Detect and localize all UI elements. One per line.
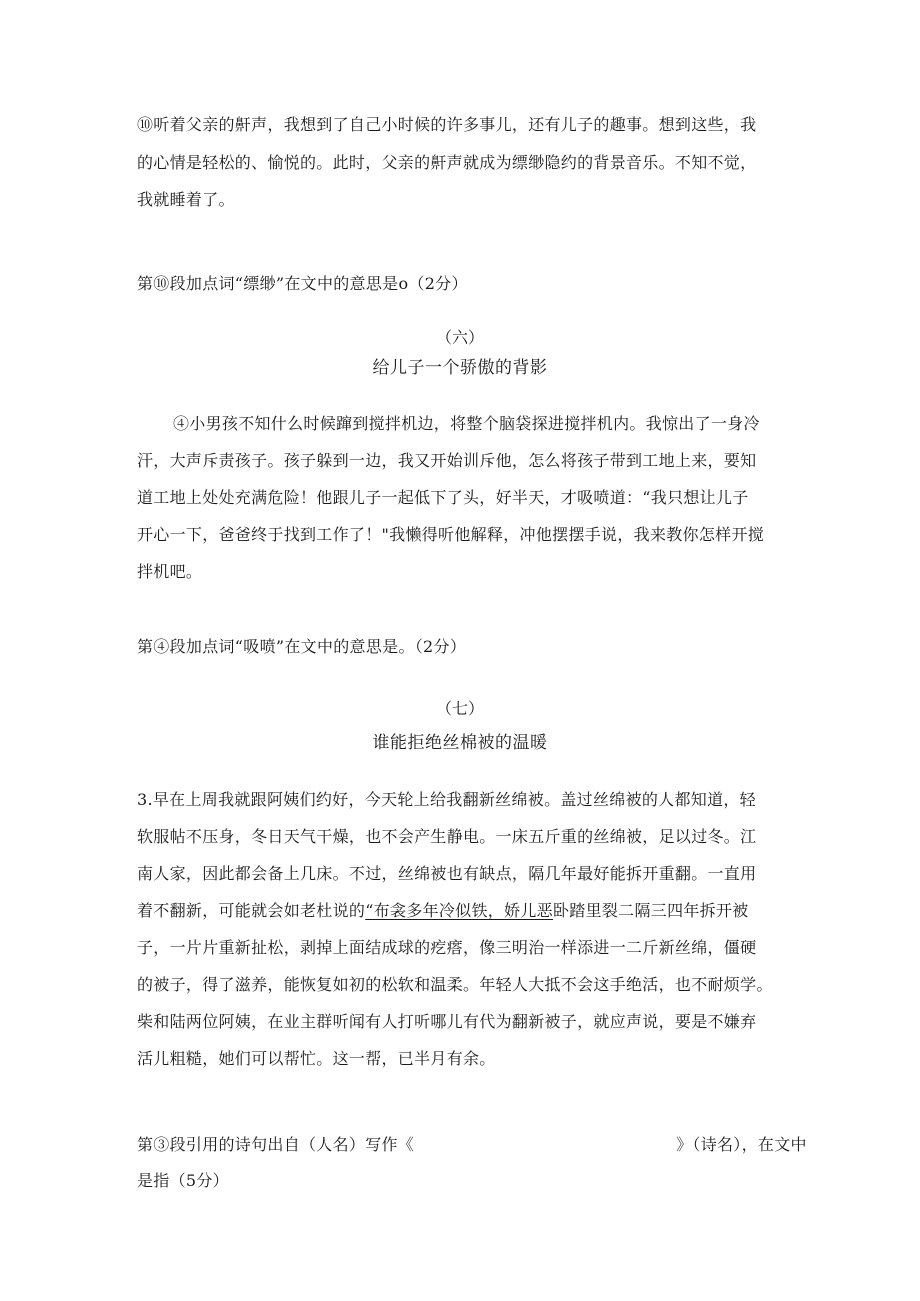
section7-title: 谁能拒绝丝棉被的温暖 bbox=[372, 733, 548, 753]
para4-line-4: 开心一下，爸爸终于找到工作了！"我懒得听他解释，冲他摆摆手说，我来教你怎样开搅 bbox=[137, 525, 765, 544]
question-para3-part1: 第③段引用的诗句出自（人名）写作《 bbox=[137, 1135, 415, 1154]
para3-line-2: 软服帖不压身，冬日天气干燥，也不会产生静电。一床五斤重的丝绵被，足以过冬。江 bbox=[137, 827, 757, 846]
question-para4: 第④段加点词“吸喷”在文中的意思是。（2分） bbox=[137, 637, 467, 656]
para4-line-2: 汗，大声斥责孩子。孩子躲到一边，我又开始训斥他，怎么将孩子带到工地上来，要知 bbox=[137, 451, 757, 470]
para4-line-1: ④小男孩不知什么时候蹿到搅拌机边，将整个脑袋探进搅拌机内。我惊出了一身冷 bbox=[173, 414, 760, 433]
para10-line-1: ⑩听着父亲的鼾声，我想到了自己小时候的许多事儿，还有儿子的趣事。想到这些，我 bbox=[137, 115, 757, 134]
para3-line-7: 柴和陆两位阿姨，在业主群听闻有人打听哪儿有代为翻新被子，就应声说，要是不嫌弃 bbox=[137, 1012, 757, 1031]
underlined-poem-quote: “布衾多年冷似铁，娇儿恶 bbox=[365, 901, 553, 920]
question-para3-line-2: 是指（5分） bbox=[137, 1171, 229, 1190]
section6-title: 给儿子一个骄傲的背影 bbox=[372, 358, 548, 378]
para10-line-3: 我就睡着了。 bbox=[137, 190, 235, 209]
para3-line-8: 活儿粗糙，她们可以帮忙。这一帮，已半月有余。 bbox=[137, 1049, 496, 1068]
para3-line-3: 南人家，因此都会备上几床。不过，丝绵被也有缺点，隔几年最好能拆开重翻。一直用 bbox=[137, 864, 757, 883]
para3-line-4-before: 着不翻新，可能就会如老杜说的 bbox=[137, 901, 366, 920]
section7-number: （七） bbox=[435, 699, 484, 718]
para4-line-5: 拌机吧。 bbox=[137, 562, 203, 581]
para3-line-4-after: 卧踏里裂二隔三四年拆开被 bbox=[552, 901, 749, 920]
para4-line-3: 道工地上处处充满危险！他跟儿子一起低下了头，好半天，才吸喷道：“我只想让儿子 bbox=[137, 488, 749, 507]
question-para3-line-1 bbox=[137, 1135, 807, 1155]
section6-number: （六） bbox=[435, 328, 484, 347]
para3-line-4 bbox=[137, 901, 749, 921]
para3-line-5: 子，一片片重新扯松，剥掉上面结成球的疙瘩，像三明治一样添进一二斤新丝绵，僵硬 bbox=[137, 938, 757, 957]
question-para10: 第⑩段加点词“缥缈”在文中的意思是o（2分） bbox=[137, 274, 468, 293]
para10-line-2: 的心情是轻松的、愉悦的。此时，父亲的鼾声就成为缥缈隐约的背景音乐。不知不觉， bbox=[137, 153, 757, 172]
question-para3-part2: 》（诗名），在文中 bbox=[676, 1135, 807, 1154]
para3-line-1: 3.早在上周我就跟阿姨们约好，今天轮上给我翻新丝绵被。盖过丝绵被的人都知道，轻 bbox=[137, 790, 756, 809]
para3-line-6: 的被子，得了滋养，能恢复如初的松软和温柔。年轻人大抵不会这手绝活，也不耐烦学。 bbox=[137, 975, 773, 994]
